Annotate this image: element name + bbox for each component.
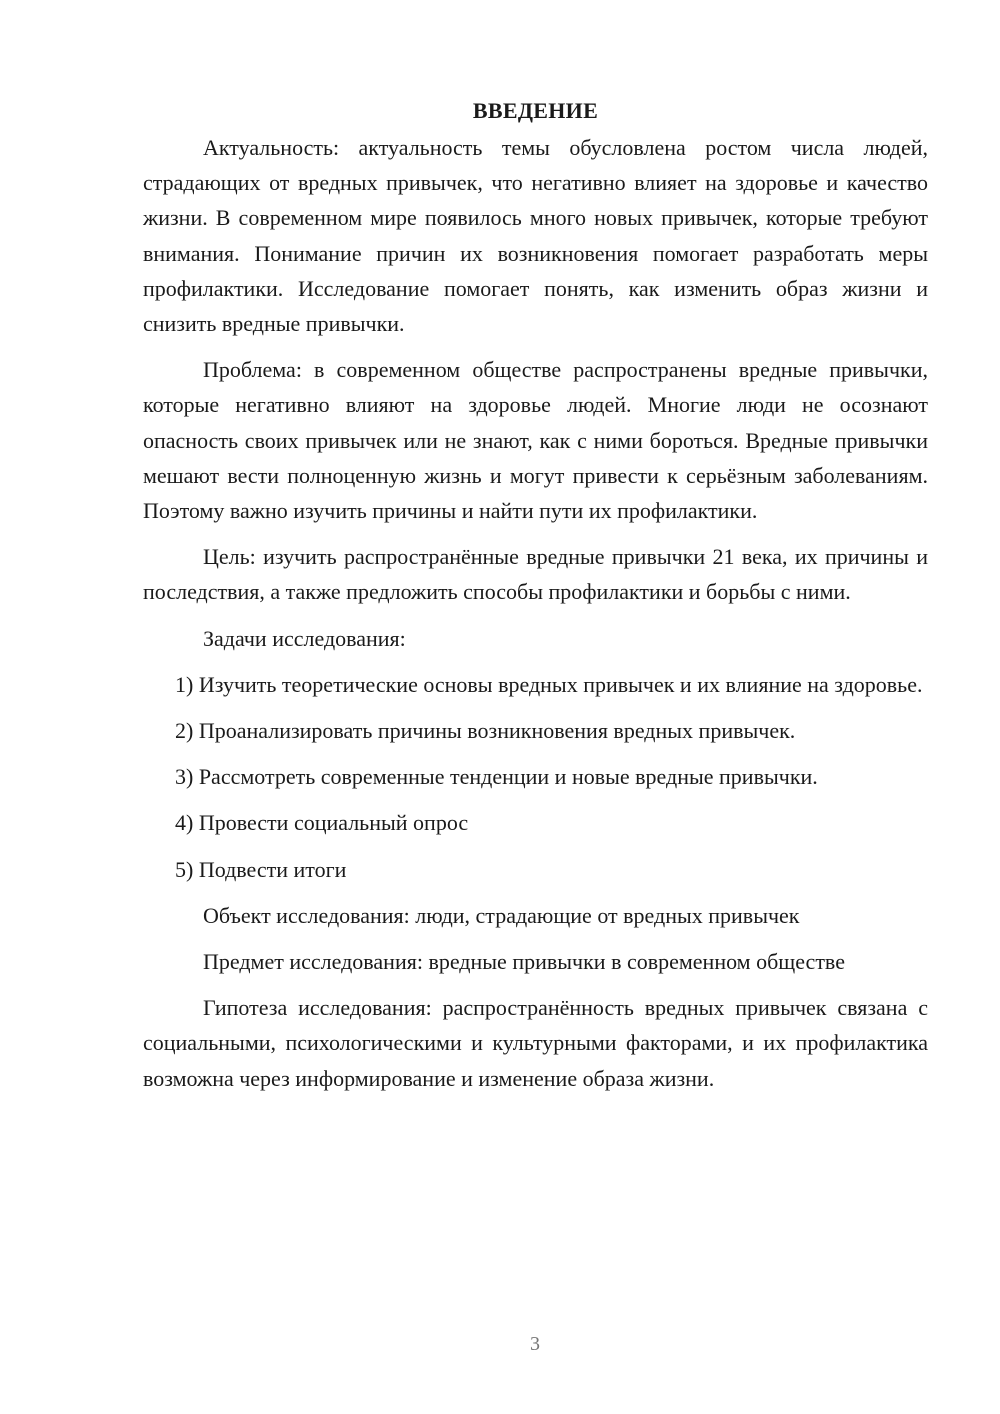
paragraph-relevance: Актуальность: актуальность темы обусловлена ростом числа людей, страдающих от вредных привычек, что негативно влияет на здоровье и качество жизни. В современном мире появилось много новых привычек, которые требуют внимания. Понимание причин их возникновения помогает разработать меры профилактики. Исследование помогает понять, как изменить образ жизни и снизить вредные привычки. [143,135,928,337]
tasks-heading: Задачи исследования: [203,625,406,651]
document-page [143,96,928,1107]
task-item-4: 4) Провести социальный опрос [175,810,469,836]
paragraph-hypothesis: Гипотеза исследования: распространённость вредных привычек связана с социальными, психологическими и культурными факторами, и их профилактика возможна через информирование и изменение образа жизни. [143,995,928,1091]
paragraph-object: Объект исследования: люди, страдающие от вредных привычек [203,902,800,928]
paragraph-goal: Цель: изучить распространённые вредные привычки 21 века, их причины и последствия, а также предложить способы профилактики и борьбы с ними. [143,544,928,605]
task-item-2: 2) Проанализировать причины возникновения вредных привычек. [175,718,796,744]
task-item-1: 1) Изучить теоретические основы вредных привычек и их влияние на здоровье. [175,671,923,697]
task-item-3: 3) Рассмотреть современные тенденции и новые вредные привычки. [175,764,818,790]
paragraph-problem: Проблема: в современном обществе распространены вредные привычки, которые негативно влияют на здоровье людей. Многие люди не осознают опасность своих привычек или не знают, как с ними бороться. Вредные привычки мешают вести полноценную жизнь и могут привести к серьёзным заболеваниям. Поэтому важно изучить причины и найти пути их профилактики. [143,357,928,524]
page-number: 3 [530,1333,540,1355]
paragraph-subject: Предмет исследования: вредные привычки в современном обществе [203,949,845,975]
task-item-5: 5) Подвести итоги [175,856,347,882]
section-title: ВВЕДЕНИЕ [472,98,599,123]
